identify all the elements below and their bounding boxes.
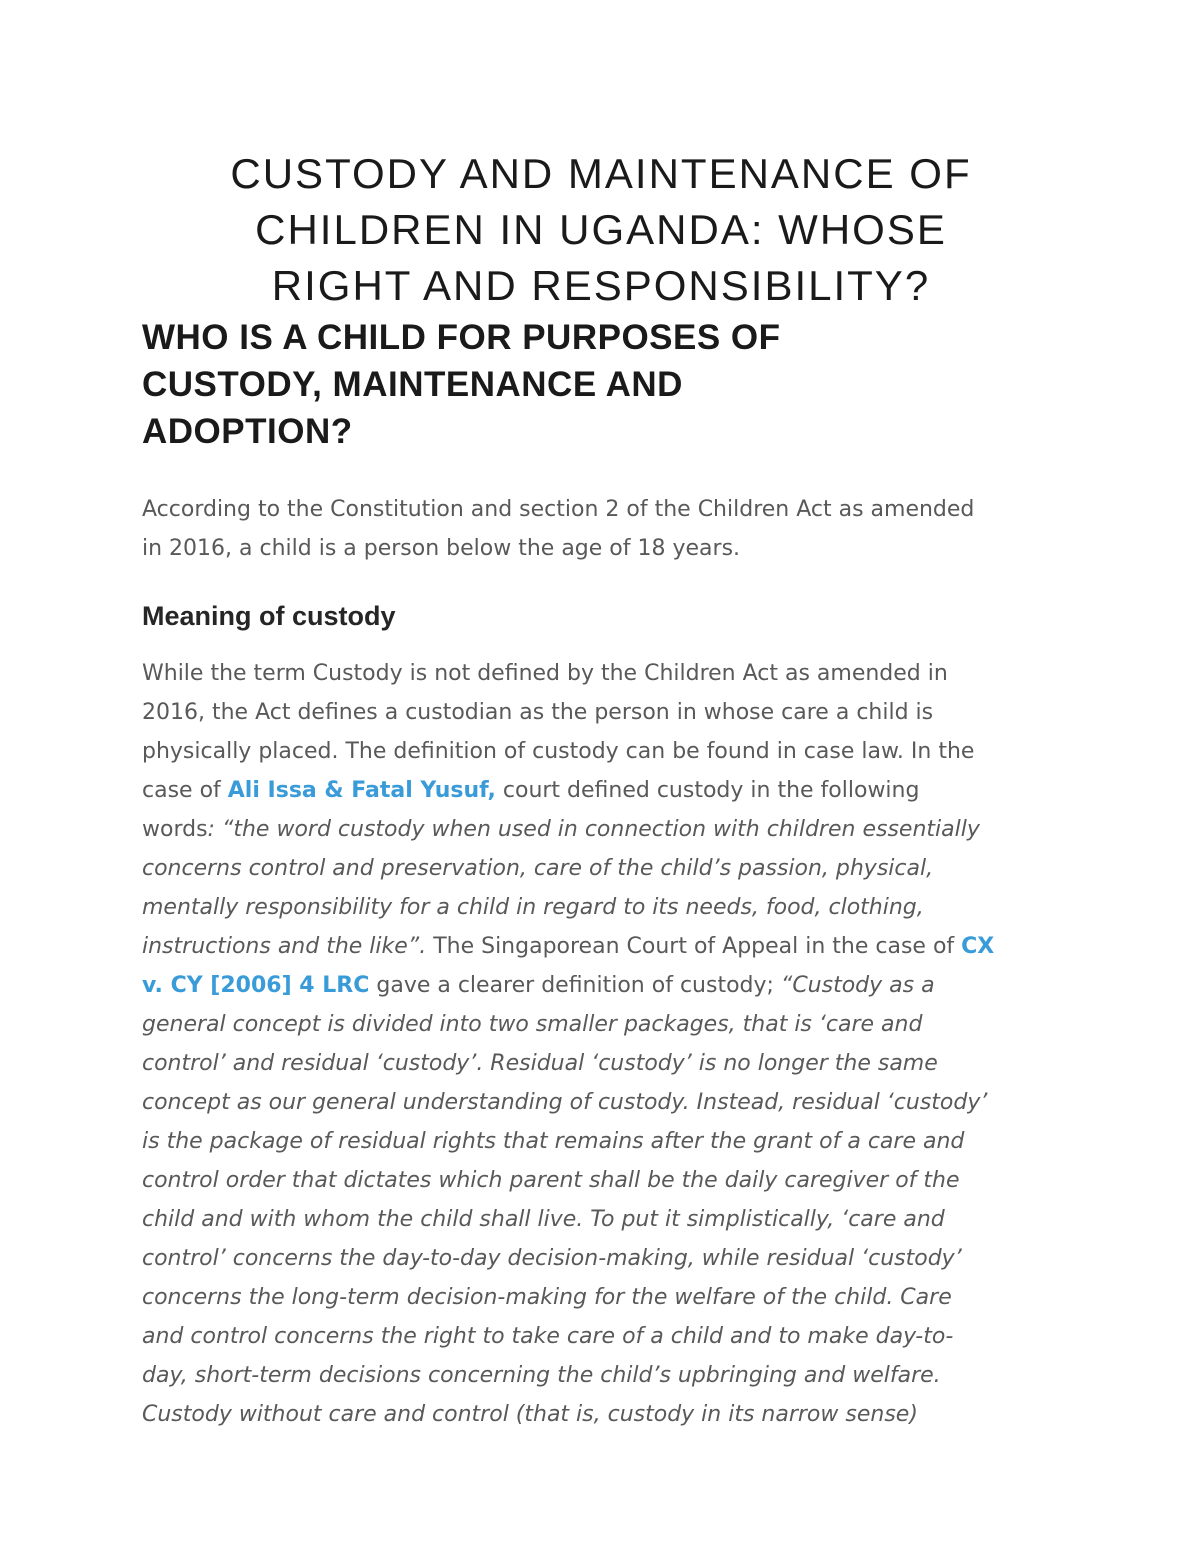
text-line: in 2016, a child is a person below the age of 18 years. xyxy=(142,536,741,561)
quote-line: concerns the long-term decision-making for the welfare of the child. Care xyxy=(142,1285,952,1310)
text-line xyxy=(142,771,1060,810)
title-line: CUSTODY AND MAINTENANCE OF xyxy=(230,150,972,197)
text-segment: words xyxy=(142,817,208,842)
quote-segment: instructions and the like”. xyxy=(142,934,427,959)
quote-line: control’ concerns the day-to-day decision-making, while residual ‘custody’ xyxy=(142,1246,962,1271)
quote-line: is the package of residual rights that remains after the grant of a care and xyxy=(142,1129,965,1154)
intro-paragraph xyxy=(142,490,1060,568)
section-heading xyxy=(142,314,1060,455)
text-segment: case of xyxy=(142,778,228,803)
text-line: While the term Custody is not defined by the Children Act as amended in xyxy=(142,661,948,686)
quote-line: control order that dictates which parent shall be the daily caregiver of the xyxy=(142,1168,960,1193)
text-line xyxy=(142,810,1060,849)
text-line: According to the Constitution and section 2 of the Children Act as amended xyxy=(142,497,975,522)
heading-line: ADOPTION? xyxy=(142,412,353,451)
text-line: 2016, the Act defines a custodian as the person in whose care a child is xyxy=(142,700,934,725)
case-link-cx-v-cy-cont[interactable]: v. CY [2006] 4 LRC xyxy=(142,973,370,998)
text-segment: gave a clearer definition of custody; xyxy=(369,973,781,998)
text-segment: The Singaporean Court of Appeal in the case of xyxy=(426,934,962,959)
heading-line: WHO IS A CHILD FOR PURPOSES OF xyxy=(142,318,781,357)
quote-segment: “Custody as a xyxy=(780,973,935,998)
quote-line: control’ and residual ‘custody’. Residual ‘custody’ is no longer the same xyxy=(142,1051,938,1076)
quote-segment: : “the word custody when used in connection with children essentially xyxy=(207,817,980,842)
subheading-meaning-of-custody: Meaning of custody xyxy=(142,601,396,631)
body-paragraph xyxy=(142,654,1060,1434)
document-page xyxy=(142,146,1060,1434)
quote-line: concerns control and preservation, care of the child’s passion, physical, xyxy=(142,856,934,881)
text-line xyxy=(142,927,1060,966)
quote-line: and control concerns the right to take care of a child and to make day-to- xyxy=(142,1324,954,1349)
title-line: RIGHT AND RESPONSIBILITY? xyxy=(271,262,931,309)
text-segment: court defined custody in the following xyxy=(495,778,920,803)
heading-line: CUSTODY, MAINTENANCE AND xyxy=(142,365,683,404)
text-line: physically placed. The definition of custody can be found in case law. In the xyxy=(142,739,975,764)
quote-line: mentally responsibility for a child in regard to its needs, food, clothing, xyxy=(142,895,924,920)
text-line xyxy=(142,966,1060,1005)
case-link-cx-v-cy[interactable]: CX xyxy=(961,934,995,959)
quote-line: Custody without care and control (that is, custody in its narrow sense) xyxy=(142,1402,918,1427)
document-title xyxy=(142,146,1060,314)
quote-line: general concept is divided into two smaller packages, that is ‘care and xyxy=(142,1012,923,1037)
quote-line: concept as our general understanding of custody. Instead, residual ‘custody’ xyxy=(142,1090,988,1115)
title-line: CHILDREN IN UGANDA: WHOSE xyxy=(255,206,947,253)
quote-line: child and with whom the child shall live. To put it simplistically, ‘care and xyxy=(142,1207,945,1232)
quote-line: day, short-term decisions concerning the child’s upbringing and welfare. xyxy=(142,1363,941,1388)
case-link-ali-issa[interactable]: Ali Issa & Fatal Yusuf, xyxy=(227,778,496,803)
